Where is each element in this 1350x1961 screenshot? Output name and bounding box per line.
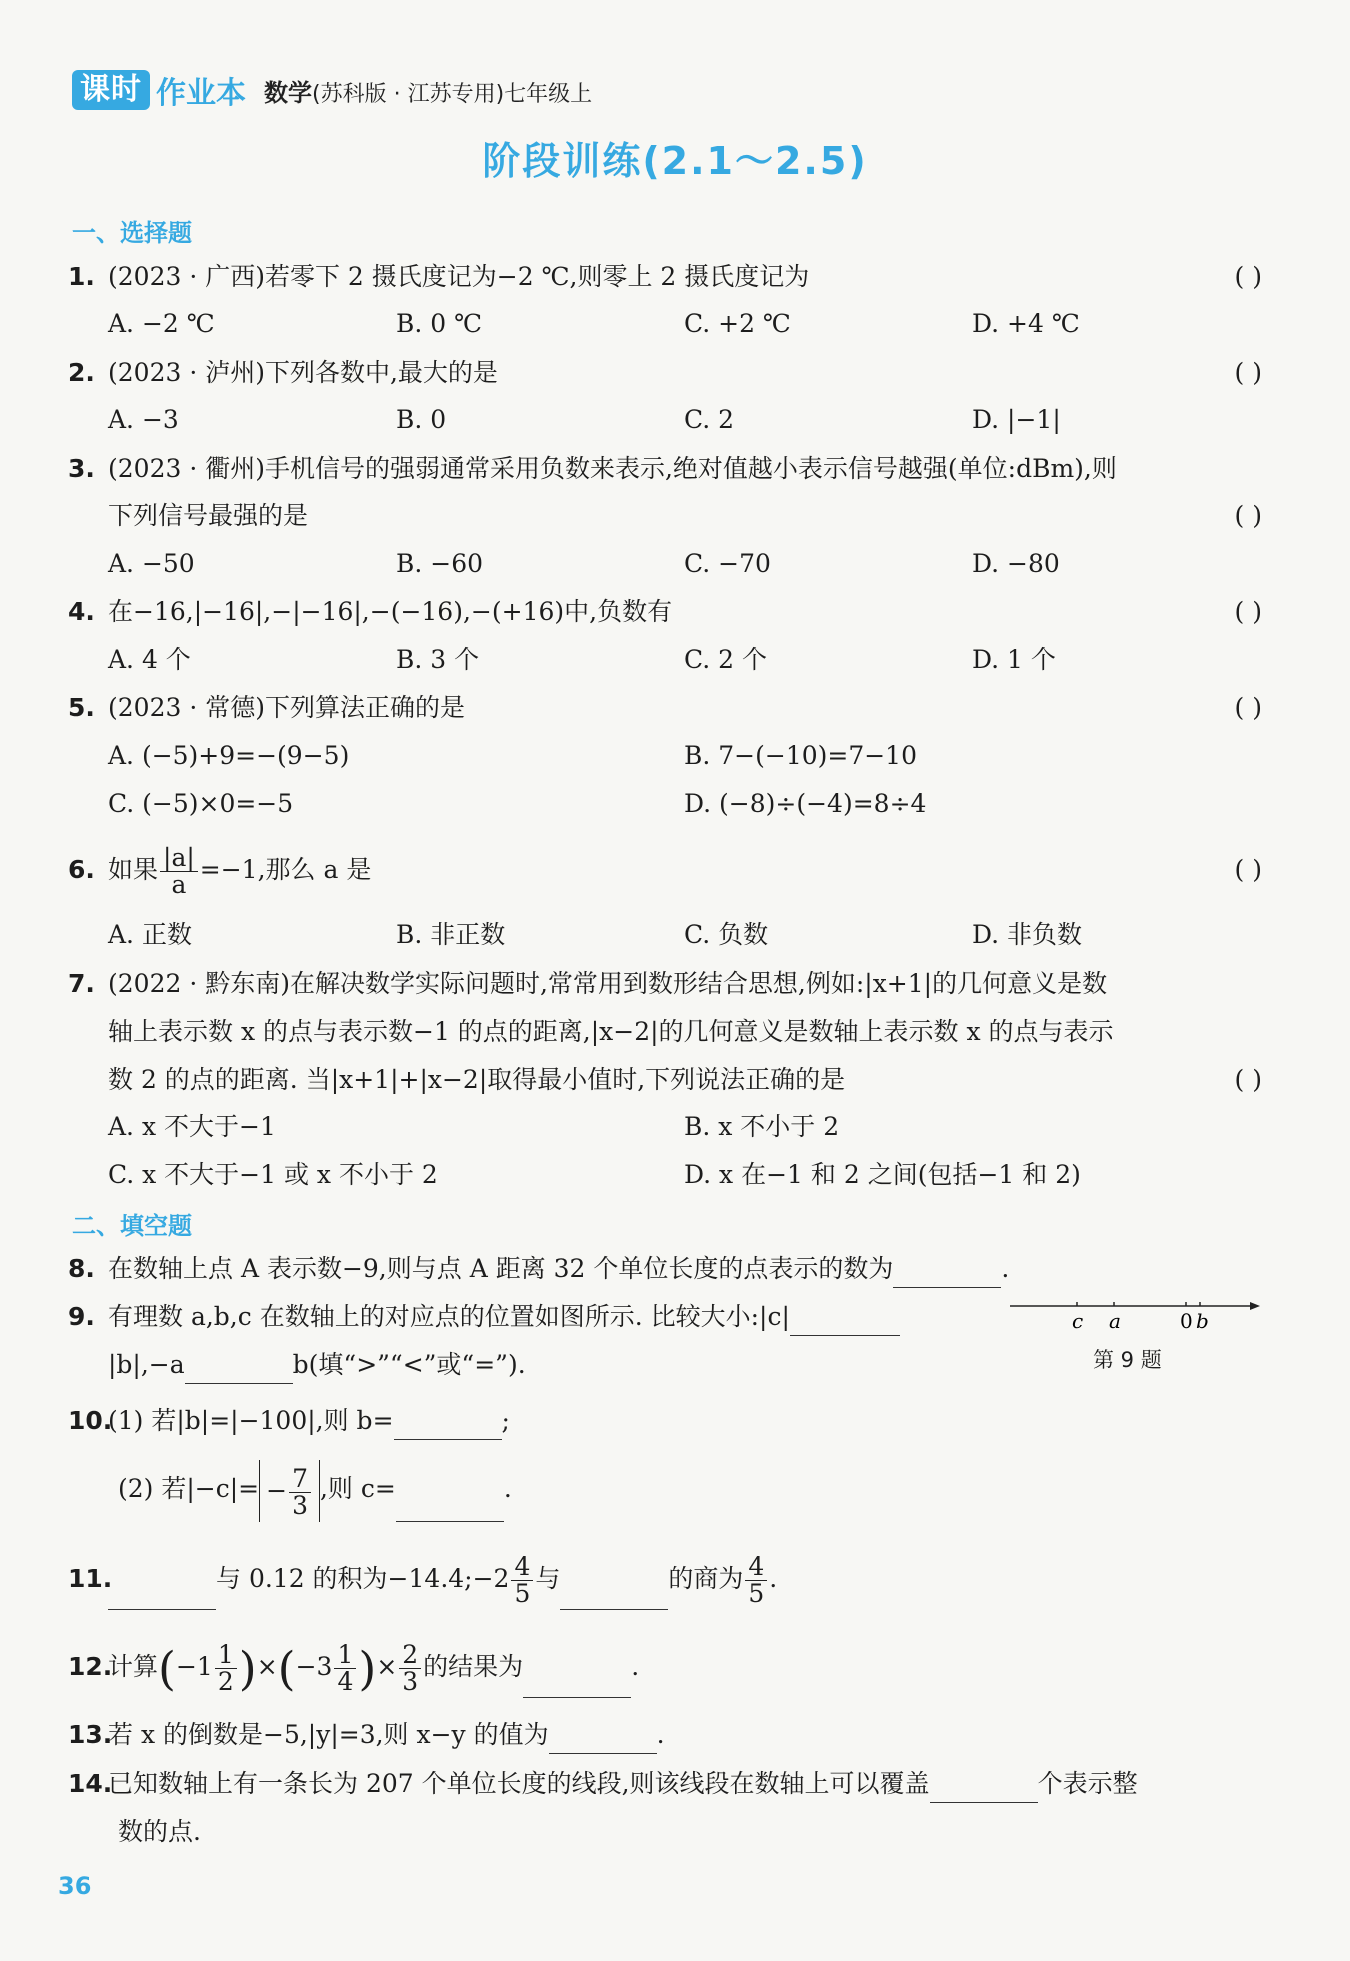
numerator: 1 xyxy=(215,1642,237,1669)
subject: 数学 xyxy=(264,78,312,107)
denominator: 3 xyxy=(402,1667,419,1696)
page-header xyxy=(72,68,592,112)
logo-box: 课时 xyxy=(72,70,150,110)
option-c: C. x 不大于−1 或 x 不小于 2 xyxy=(108,1160,438,1189)
question-number: 8. xyxy=(68,1254,95,1283)
option-d: D. 非负数 xyxy=(972,920,1083,949)
left-paren: ( xyxy=(158,1641,176,1696)
question-text: ,则 c= xyxy=(319,1474,396,1503)
option-d: D. (−8)÷(−4)=8÷4 xyxy=(684,789,927,818)
mixed-whole: −3 xyxy=(295,1652,333,1681)
option-c: C. +2 ℃ xyxy=(684,309,791,338)
option-a: A. −50 xyxy=(108,549,195,578)
denominator: 4 xyxy=(337,1667,354,1696)
question-text: 的商为 xyxy=(668,1564,744,1593)
option-c: C. (−5)×0=−5 xyxy=(108,789,294,818)
question-text: 轴上表示数 x 的点与表示数−1 的点的距离,|x−2|的几何意义是数轴上表示数 x 的点与表示 xyxy=(108,1017,1114,1046)
question-text: |b|,−a xyxy=(108,1350,185,1379)
question-text: (2023 · 衢州)手机信号的强弱通常采用负数来表示,绝对值越小表示信号越强(单位:dBm),则 xyxy=(108,454,1117,483)
fraction xyxy=(289,1463,311,1520)
answer-blank[interactable] xyxy=(396,1493,504,1522)
question-number: 9. xyxy=(68,1302,95,1331)
answer-blank[interactable] xyxy=(790,1307,900,1336)
question-text: (2) 若|−c|= xyxy=(118,1474,260,1503)
question-14 xyxy=(68,1765,1262,1803)
question-number: 2. xyxy=(68,358,95,387)
question-number: 6. xyxy=(68,855,95,884)
option-c: C. 负数 xyxy=(684,920,769,949)
fraction xyxy=(511,1554,533,1607)
numerator: 4 xyxy=(745,1554,767,1581)
denominator: 3 xyxy=(292,1490,308,1520)
answer-parentheses: ( ) xyxy=(1234,262,1262,291)
denominator: 2 xyxy=(217,1667,234,1696)
option-b: B. x 不小于 2 xyxy=(684,1112,840,1141)
option-a: A. 4 个 xyxy=(108,645,191,674)
question-7-line-3 xyxy=(108,1061,1262,1099)
answer-blank[interactable] xyxy=(394,1411,502,1440)
question-number: 4. xyxy=(68,597,95,626)
option-d: D. 1 个 xyxy=(972,645,1056,674)
answer-blank[interactable] xyxy=(930,1774,1038,1803)
answer-blank[interactable] xyxy=(108,1581,216,1610)
numerator: 1 xyxy=(334,1642,356,1669)
question-text: 计算 xyxy=(108,1652,159,1681)
question-text: (2023 · 常德)下列算法正确的是 xyxy=(108,693,465,722)
answer-parentheses: ( ) xyxy=(1234,501,1262,530)
question-2 xyxy=(68,354,1262,392)
question-text: (2022 · 黔东南)在解决数学实际问题时,常常用到数形结合思想,例如:|x+1|的几何意义是数 xyxy=(108,969,1108,998)
answer-parentheses: ( ) xyxy=(1234,855,1262,884)
question-end: . xyxy=(1001,1254,1010,1283)
question-10 xyxy=(68,1402,1262,1440)
question-text: (1) 若|b|=|−100|,则 b= xyxy=(108,1406,394,1435)
page-title: 阶段训练(2.1～2.5) xyxy=(482,139,868,183)
question-13 xyxy=(68,1716,1262,1754)
answer-parentheses: ( ) xyxy=(1234,693,1262,722)
option-b: B. −60 xyxy=(396,549,484,578)
numerator: 2 xyxy=(399,1642,421,1669)
times-sign: × xyxy=(376,1652,398,1681)
question-text: (2023 · 广西)若零下 2 摄氏度记为−2 ℃,则零上 2 摄氏度记为 xyxy=(108,262,810,291)
numerator: |a| xyxy=(160,845,198,872)
option-b: B. 0 ℃ xyxy=(396,309,483,338)
times-sign: × xyxy=(256,1652,278,1681)
question-7 xyxy=(68,965,1262,1003)
option-d: D. x 在−1 和 2 之间(包括−1 和 2) xyxy=(684,1160,1081,1189)
figure-caption: 第 9 题 xyxy=(1093,1348,1162,1372)
page-number: 36 xyxy=(58,1872,92,1900)
option-c: C. 2 xyxy=(684,405,735,434)
fraction xyxy=(334,1642,356,1695)
option-b: B. 0 xyxy=(396,405,447,434)
question-12 xyxy=(68,1636,1262,1698)
question-text: 数的点. xyxy=(118,1817,201,1846)
label-a: a xyxy=(1109,1309,1121,1333)
question-4 xyxy=(68,593,1262,631)
option-a: A. 正数 xyxy=(108,920,192,949)
series-logo xyxy=(72,68,246,112)
answer-blank[interactable] xyxy=(893,1259,1001,1288)
fraction xyxy=(399,1642,421,1695)
question-end: . xyxy=(503,1474,512,1503)
question-14-line-2 xyxy=(118,1813,1262,1851)
question-number: 3. xyxy=(68,454,95,483)
book-info xyxy=(264,73,592,108)
denominator: 5 xyxy=(514,1579,531,1608)
label-c: c xyxy=(1072,1309,1084,1333)
question-text: 在−16,|−16|,−|−16|,−(−16),−(+16)中,负数有 xyxy=(108,597,673,626)
question-text: 有理数 a,b,c 在数轴上的对应点的位置如图所示. 比较大小:|c| xyxy=(108,1302,790,1331)
option-b: B. 非正数 xyxy=(396,920,506,949)
question-3-line-2 xyxy=(108,497,1262,535)
question-end: . xyxy=(656,1720,665,1749)
question-number: 11. xyxy=(68,1564,113,1593)
option-d: D. −80 xyxy=(972,549,1060,578)
answer-parentheses: ( ) xyxy=(1234,1065,1262,1094)
option-d: D. +4 ℃ xyxy=(972,309,1080,338)
question-text: 与 0.12 的积为−14.4;−2 xyxy=(216,1564,510,1593)
left-paren: ( xyxy=(277,1641,296,1696)
option-c: C. −70 xyxy=(684,549,771,578)
question-text: (2023 · 泸州)下列各数中,最大的是 xyxy=(108,358,498,387)
answer-blank[interactable] xyxy=(523,1669,631,1698)
question-1 xyxy=(68,258,1262,296)
question-text: 与 xyxy=(535,1564,561,1593)
option-a: A. −2 ℃ xyxy=(108,309,215,338)
question-text: 的结果为 xyxy=(423,1652,524,1681)
question-text: 已知数轴上有一条长为 207 个单位长度的线段,则该线段在数轴上可以覆盖 xyxy=(108,1769,930,1798)
question-end: ; xyxy=(501,1406,510,1435)
question-end: . xyxy=(769,1564,778,1593)
question-8 xyxy=(68,1250,1262,1288)
question-number: 5. xyxy=(68,693,95,722)
option-a: A. x 不大于−1 xyxy=(108,1112,276,1141)
denominator: 5 xyxy=(748,1579,765,1608)
numerator: 4 xyxy=(511,1554,533,1581)
fraction xyxy=(215,1642,237,1695)
logo-text: 作业本 xyxy=(156,76,246,111)
denominator: a xyxy=(171,870,187,899)
right-paren: ) xyxy=(358,1641,377,1696)
question-text: b(填“>”“<”或“=”). xyxy=(292,1350,526,1379)
numerator: 7 xyxy=(289,1466,311,1493)
option-a: A. (−5)+9=−(9−5) xyxy=(108,741,350,770)
fraction xyxy=(745,1554,767,1607)
question-text: 下列信号最强的是 xyxy=(108,501,309,530)
question-text: 在数轴上点 A 表示数−9,则与点 A 距离 32 个单位长度的点表示的数为 xyxy=(108,1254,894,1283)
right-paren: ) xyxy=(238,1641,257,1696)
question-number: 14. xyxy=(68,1769,113,1798)
absolute-value: − $\frac{7}{3}$ xyxy=(259,1460,320,1522)
question-3 xyxy=(68,450,1262,488)
label-zero: 0 xyxy=(1180,1309,1193,1333)
mixed-whole: −1 xyxy=(175,1652,213,1681)
option-d: D. |−1| xyxy=(972,405,1061,434)
answer-blank[interactable] xyxy=(560,1581,668,1610)
question-number: 12. xyxy=(68,1652,113,1681)
answer-parentheses: ( ) xyxy=(1234,597,1262,626)
question-9 xyxy=(68,1298,990,1336)
option-b: B. 7−(−10)=7−10 xyxy=(684,741,917,770)
question-5 xyxy=(68,689,1262,727)
question-text-post: =−1,那么 a 是 xyxy=(199,855,372,884)
question-7-line-2 xyxy=(108,1013,1262,1051)
question-number: 13. xyxy=(68,1720,113,1749)
answer-blank[interactable] xyxy=(549,1725,657,1754)
section-fill-heading: 二、填空题 xyxy=(72,1212,192,1240)
question-number: 7. xyxy=(68,969,95,998)
section-choice-heading: 一、选择题 xyxy=(72,219,192,247)
question-number: 10. xyxy=(68,1406,113,1435)
number-line-arrow xyxy=(1250,1302,1260,1310)
question-text: 数 2 的点的距离. 当|x+1|+|x−2|取得最小值时,下列说法正确的是 xyxy=(108,1065,846,1094)
question-11 xyxy=(68,1548,1262,1610)
edition: (苏科版 · 江苏专用)七年级上 xyxy=(312,81,593,107)
fraction xyxy=(160,845,198,898)
question-number: 1. xyxy=(68,262,95,291)
option-c: C. 2 个 xyxy=(684,645,767,674)
option-a: A. −3 xyxy=(108,405,179,434)
question-text-pre: 如果 xyxy=(108,855,159,884)
label-b: b xyxy=(1196,1309,1209,1333)
answer-blank[interactable] xyxy=(185,1355,293,1384)
question-end: . xyxy=(631,1652,640,1681)
question-text: 若 x 的倒数是−5,|y|=3,则 x−y 的值为 xyxy=(108,1720,549,1749)
question-text: 个表示整 xyxy=(1037,1769,1138,1798)
option-b: B. 3 个 xyxy=(396,645,480,674)
question-6 xyxy=(68,840,1262,900)
question-10-part-2 xyxy=(118,1458,1262,1522)
answer-parentheses: ( ) xyxy=(1234,358,1262,387)
